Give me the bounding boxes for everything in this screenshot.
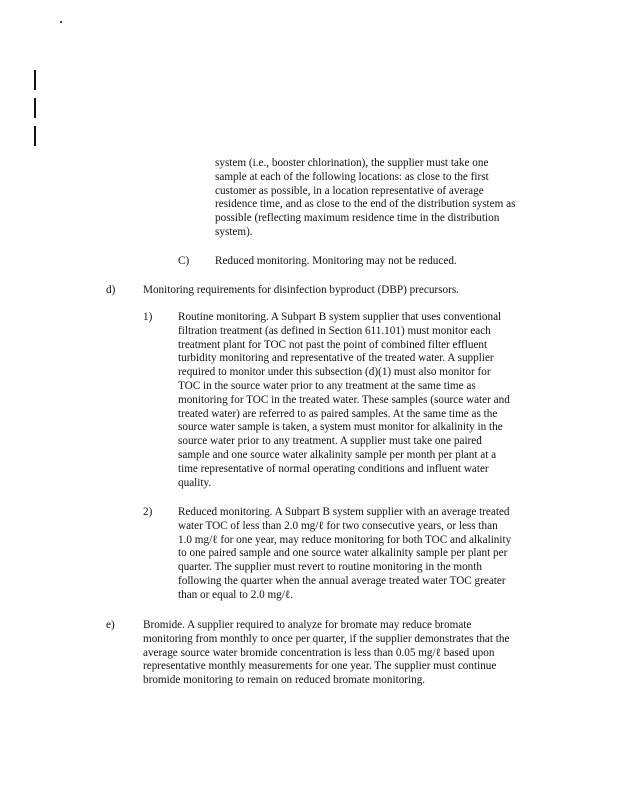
text-line: than or equal to 2.0 mg/ℓ. [178, 588, 294, 601]
text-line: bromide monitoring to remain on reduced bromate monitoring. [143, 674, 426, 687]
text-line: representative monthly measurements for one year. The supplier must continue [143, 660, 497, 673]
text-line: residence time, and as close to the end of the distribution system as [215, 198, 516, 211]
section-e-label: e) [106, 619, 115, 631]
text-line: Reduced monitoring. A Subpart B system supplier with an average treated [178, 506, 510, 518]
text-line: required to monitor under this subsection (d)(1) must also monitor for [178, 366, 491, 379]
text-line: treated water) are referred to as paired samples. At the same time as the [178, 407, 498, 420]
change-bar [34, 98, 36, 118]
text-line: system). [215, 225, 253, 238]
item-2-label: 2) [143, 506, 153, 518]
text-line: water TOC of less than 2.0 mg/ℓ for two consecutive years, or less than [178, 519, 498, 532]
section-d-label: d) [106, 284, 116, 296]
text-line: monitoring for TOC in the treated water. These samples (source water and [178, 393, 510, 406]
item-2-paragraph [178, 506, 511, 603]
text-line: treatment plant for TOC not past the point of combined filter effluent [178, 338, 488, 351]
section-e-paragraph [143, 619, 509, 688]
text-line: to one paired sample and one source water alkalinity sample per plant per [178, 547, 508, 560]
text-line: 1.0 mg/ℓ for one year, may reduce monitoring for both TOC and alkalinity [178, 533, 512, 546]
text-line: time representative of normal operating conditions and influent water [178, 462, 489, 475]
text-line: customer as possible, in a location representative of average [215, 184, 484, 197]
text-line: quarter. The supplier must revert to routine monitoring in the month [178, 561, 482, 574]
text-line: monitoring from monthly to once per quarter, if the supplier demonstrates that the [143, 632, 510, 645]
text-line: following the quarter when the annual average treated water TOC greater [178, 574, 506, 587]
text-line: turbidity monitoring and representative of the treated water. A supplier [178, 352, 494, 365]
text-line: possible (reflecting maximum residence time in the distribution [215, 212, 500, 225]
item-c-label: C) [178, 255, 190, 267]
text-line: filtration treatment (as defined in Section 611.101) must monitor each [178, 324, 491, 337]
text-line: Routine monitoring. A Subpart B system supplier that uses conventional [178, 311, 502, 323]
continuation-paragraph [215, 157, 515, 240]
section-d-heading: Monitoring requirements for disinfection byproduct (DBP) precursors. [143, 284, 459, 296]
text-line: Bromide. A supplier required to analyze for bromate may reduce bromate [143, 619, 472, 631]
item-1-label: 1) [143, 311, 153, 323]
text-line: source water sample is taken, a system must monitor for alkalinity in the [178, 421, 503, 434]
text-line: quality. [178, 476, 212, 489]
change-bar [34, 70, 36, 90]
change-bar [34, 126, 36, 146]
item-1-paragraph [178, 311, 510, 490]
text-line: source water prior to any treatment. A supplier must take one paired [178, 435, 482, 448]
item-c-text: Reduced monitoring. Monitoring may not be reduced. [215, 255, 457, 267]
text-line: sample and one source water alkalinity sample per month per plant at a [178, 448, 497, 461]
scan-speck [60, 21, 62, 23]
text-line: system (i.e., booster chlorination), the supplier must take one [215, 157, 489, 169]
text-line: TOC in the source water prior to any treatment at the same time as [178, 379, 476, 392]
text-line: average source water bromide concentration is less than 0.05 mg/ℓ based upon [143, 646, 495, 659]
text-line: sample at each of the following locations: as close to the first [215, 170, 489, 183]
